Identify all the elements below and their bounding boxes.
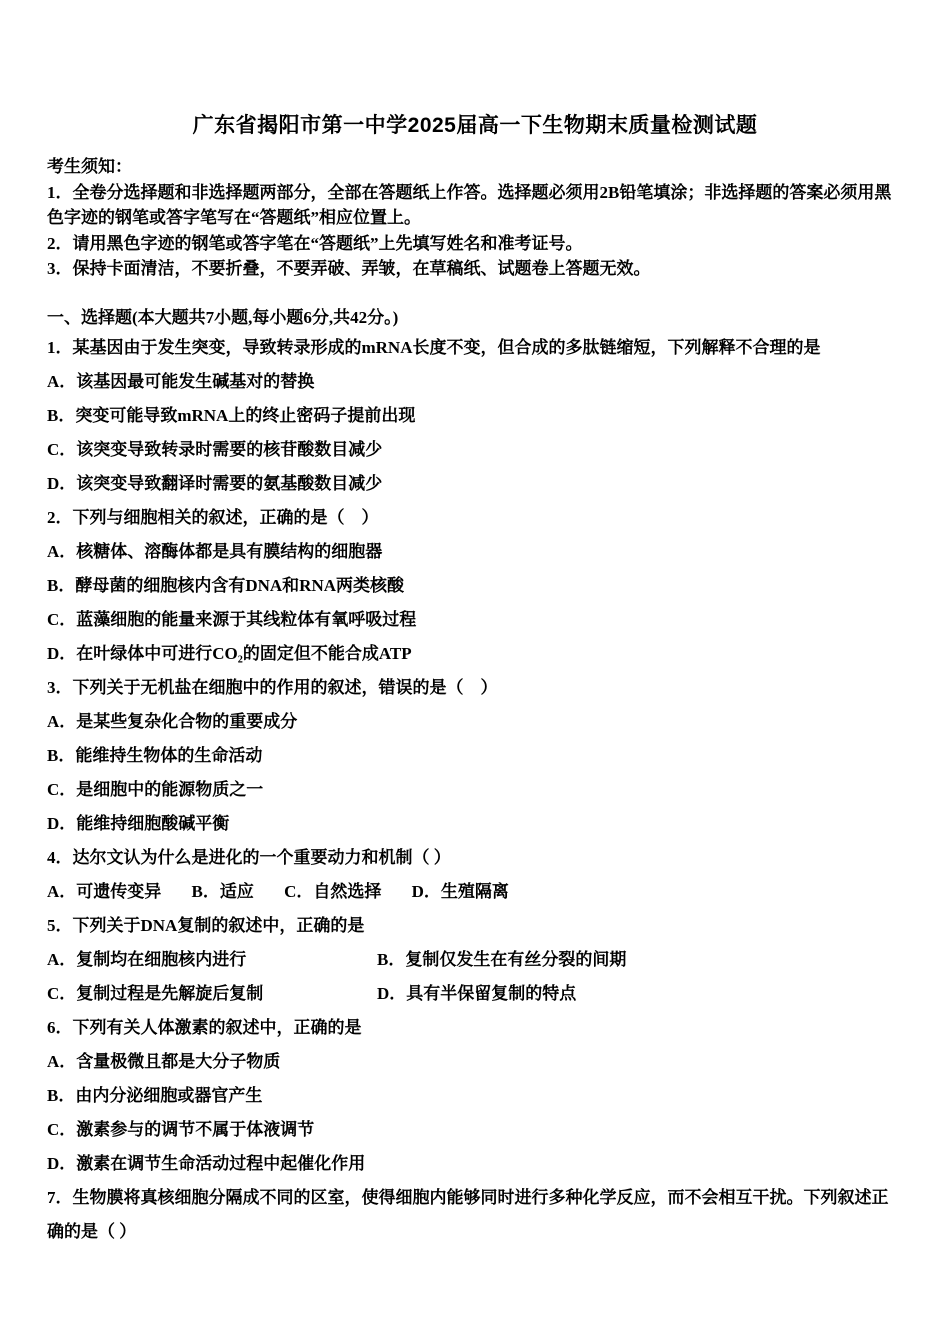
question-6-option-a: A．含量极微且都是大分子物质 <box>47 1051 281 1071</box>
question-4 <box>47 841 903 909</box>
question-3-option-a: A．是某些复杂化合物的重要成分 <box>47 711 298 731</box>
question-3-option-b: B．能维持生物体的生命活动 <box>47 745 263 765</box>
question-4-option-d: D．生殖隔离 <box>411 881 509 901</box>
question-7-stem: 7．生物膜将真核细胞分隔成不同的区室，使得细胞内能够同时进行多种化学反应，而不会相互干扰。下列叙述正确的是（ ） <box>47 1187 889 1241</box>
notice-item-2: 2．请用黑色字迹的钢笔或答字笔在“答题纸”上先填写姓名和准考证号。 <box>47 233 583 253</box>
question-2-option-d: D．在叶绿体中可进行CO₂的固定但不能合成ATP <box>47 643 412 663</box>
question-4-option-c: C．自然选择 <box>284 881 382 901</box>
question-5-stem: 5．下列关于DNA复制的叙述中，正确的是 <box>47 915 365 935</box>
question-4-option-a: A．可遗传变异 <box>47 881 162 901</box>
question-6-stem: 6．下列有关人体激素的叙述中，正确的是 <box>47 1017 362 1037</box>
question-4-option-b: B．适应 <box>191 881 254 901</box>
question-1-option-a: A．该基因最可能发生碱基对的替换 <box>47 371 315 391</box>
notice-item-3: 3．保持卡面清洁，不要折叠，不要弄破、弄皱，在草稿纸、试题卷上答题无效。 <box>47 259 651 278</box>
question-6 <box>47 1011 903 1181</box>
section-heading: 一、选择题(本大题共7小题,每小题6分,共42分。) <box>47 307 399 327</box>
notice-item-1: 1．全卷分选择题和非选择题两部分，全部在答题纸上作答。选择题必须用2B铅笔填涂；非选择题的答案必须用黑色字迹的钢笔或答字笔写在“答题纸”相应位置上。 <box>47 182 892 227</box>
question-5 <box>47 909 903 1011</box>
question-6-option-b: B．由内分泌细胞或器官产生 <box>47 1085 263 1105</box>
question-5-option-c: C．复制过程是先解旋后复制 <box>47 983 264 1003</box>
question-4-options-row <box>47 875 903 909</box>
question-5-option-b: B．复制仅发生在有丝分裂的间期 <box>377 949 627 969</box>
question-2-option-c: C．蓝藻细胞的能量来源于其线粒体有氧呼吸过程 <box>47 609 417 629</box>
question-1-option-d: D．该突变导致翻译时需要的氨基酸数目减少 <box>47 473 383 493</box>
question-3-option-d: D．能维持细胞酸碱平衡 <box>47 813 230 833</box>
question-3 <box>47 671 903 841</box>
question-2-stem: 2．下列与细胞相关的叙述，正确的是（ ） <box>47 507 379 527</box>
question-7 <box>47 1181 903 1249</box>
notice-heading: 考生须知： <box>47 157 132 176</box>
question-1-option-b: B．突变可能导致mRNA上的终止密码子提前出现 <box>47 405 416 425</box>
question-5-option-a: A．复制均在细胞核内进行 <box>47 949 247 969</box>
question-6-option-c: C．激素参与的调节不属于体液调节 <box>47 1119 315 1139</box>
question-3-option-c: C．是细胞中的能源物质之一 <box>47 779 264 799</box>
question-2-option-a: A．核糖体、溶酶体都是具有膜结构的细胞器 <box>47 541 383 561</box>
question-2-option-b: B．酵母菌的细胞核内含有DNA和RNA两类核酸 <box>47 575 404 595</box>
question-6-option-d: D．激素在调节生命活动过程中起催化作用 <box>47 1153 366 1173</box>
question-4-stem: 4．达尔文认为什么是进化的一个重要动力和机制（ ） <box>47 847 451 867</box>
notice-section <box>47 154 903 282</box>
question-5-options-grid <box>47 943 903 1011</box>
question-5-option-d: D．具有半保留复制的特点 <box>377 983 577 1003</box>
question-2 <box>47 501 903 671</box>
question-3-stem: 3．下列关于无机盐在细胞中的作用的叙述，错误的是（ ） <box>47 677 498 697</box>
question-1-option-c: C．该突变导致转录时需要的核苷酸数目减少 <box>47 439 383 459</box>
question-1 <box>47 331 903 501</box>
question-1-stem: 1．某基因由于发生突变，导致转录形成的mRNA长度不变，但合成的多肽链缩短，下列解释不合理的是 <box>47 337 821 357</box>
page-title: 广东省揭阳市第一中学2025届高一下生物期末质量检测试题 <box>192 114 758 137</box>
